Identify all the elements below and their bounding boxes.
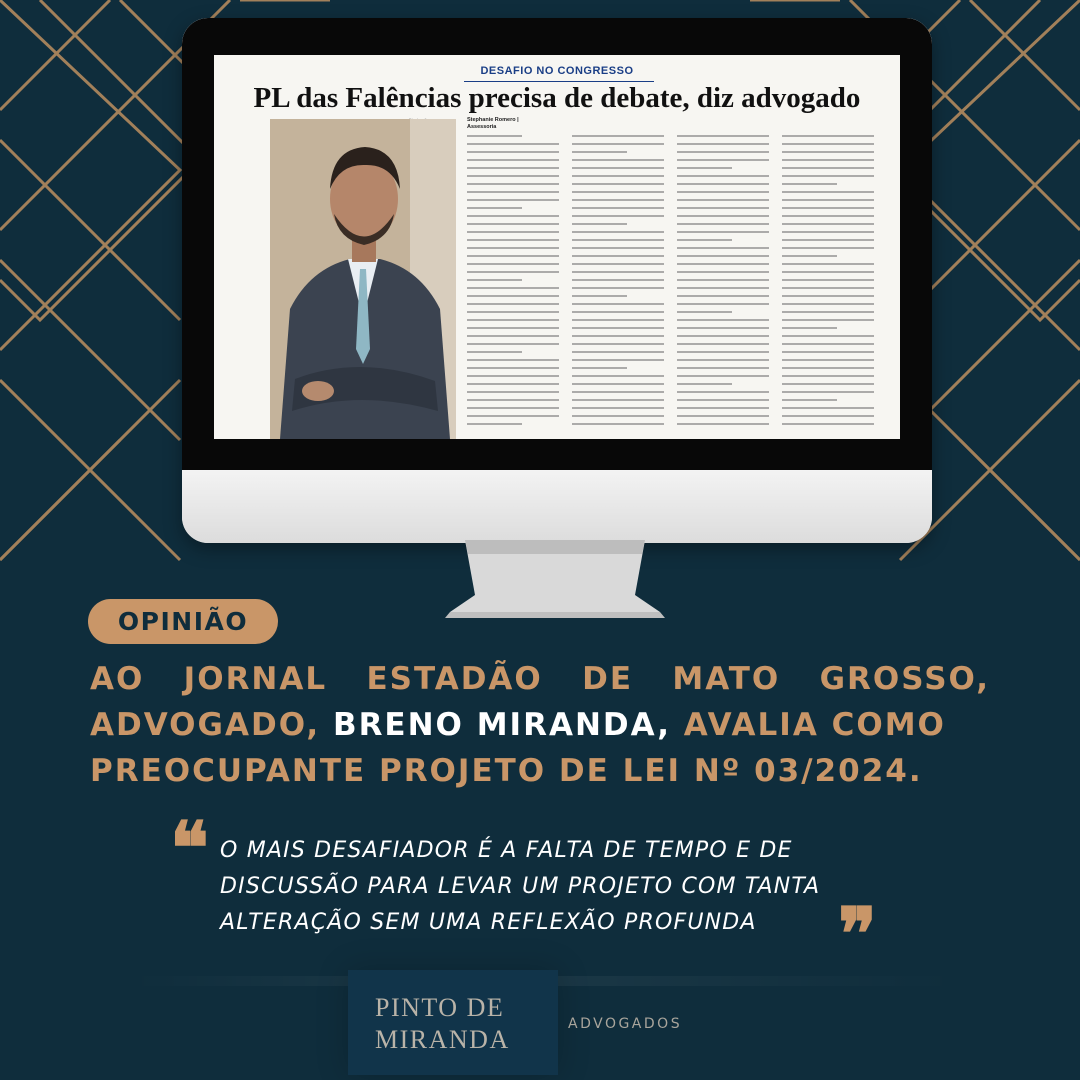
text-line bbox=[782, 167, 874, 169]
text-line bbox=[782, 135, 874, 137]
text-line bbox=[782, 159, 874, 161]
text-line bbox=[677, 215, 769, 217]
text-line bbox=[677, 295, 769, 297]
main-headline bbox=[90, 656, 990, 794]
text-line bbox=[677, 223, 769, 225]
text-line bbox=[782, 287, 874, 289]
text-line bbox=[677, 303, 769, 305]
text-line bbox=[677, 415, 769, 417]
text-line bbox=[677, 183, 769, 185]
text-line bbox=[677, 143, 769, 145]
newspaper-byline: Stephanie Romero | Assessoria bbox=[467, 117, 519, 131]
text-line bbox=[467, 391, 559, 393]
text-line bbox=[572, 415, 664, 417]
text-line bbox=[572, 351, 664, 353]
text-line bbox=[677, 231, 769, 233]
text-line bbox=[467, 263, 559, 265]
text-line bbox=[467, 239, 559, 241]
text-line bbox=[782, 327, 837, 329]
text-line bbox=[677, 255, 769, 257]
close-quote-icon: ❞ bbox=[838, 891, 877, 976]
text-line bbox=[467, 143, 559, 145]
text-column bbox=[782, 135, 877, 439]
text-line bbox=[782, 423, 874, 425]
headline-line-2-suffix: AVALIA COMO bbox=[670, 707, 946, 743]
text-line bbox=[467, 159, 559, 161]
text-line bbox=[572, 375, 664, 377]
text-line bbox=[572, 423, 664, 425]
lawyer-name-highlight: BRENO MIRANDA, bbox=[332, 707, 671, 743]
text-line bbox=[782, 191, 874, 193]
text-line bbox=[572, 151, 627, 153]
text-line bbox=[782, 143, 874, 145]
text-line bbox=[467, 335, 559, 337]
text-line bbox=[467, 343, 559, 345]
text-line bbox=[677, 159, 769, 161]
text-line bbox=[782, 207, 874, 209]
text-line bbox=[677, 287, 769, 289]
text-line bbox=[467, 311, 559, 313]
text-line bbox=[467, 191, 559, 193]
text-column bbox=[467, 135, 562, 439]
headline-line-3: PREOCUPANTE PROJETO DE LEI Nº 03/2024. bbox=[90, 753, 923, 789]
text-line bbox=[782, 351, 874, 353]
text-line bbox=[677, 199, 769, 201]
text-line bbox=[467, 359, 559, 361]
text-line bbox=[467, 255, 559, 257]
headline-line-1: AO JORNAL ESTADÃO DE MATO GROSSO, bbox=[90, 661, 990, 697]
text-line bbox=[677, 247, 769, 249]
text-line bbox=[677, 327, 769, 329]
text-line bbox=[572, 295, 627, 297]
newspaper-body-text bbox=[467, 135, 897, 439]
text-line bbox=[467, 399, 559, 401]
text-line bbox=[677, 151, 769, 153]
text-line bbox=[467, 151, 559, 153]
text-line bbox=[782, 399, 837, 401]
text-line bbox=[782, 247, 874, 249]
text-line bbox=[677, 335, 769, 337]
text-line bbox=[782, 415, 874, 417]
quote-line-3: ALTERAÇÃO SEM UMA REFLEXÃO PROFUNDA bbox=[220, 910, 757, 935]
text-line bbox=[467, 375, 559, 377]
text-line bbox=[572, 343, 664, 345]
text-line bbox=[467, 207, 522, 209]
text-line bbox=[677, 167, 732, 169]
text-line bbox=[467, 271, 559, 273]
text-line bbox=[572, 407, 664, 409]
text-line bbox=[677, 191, 769, 193]
text-line bbox=[782, 359, 874, 361]
text-line bbox=[782, 311, 874, 313]
text-line bbox=[782, 407, 874, 409]
text-line bbox=[467, 319, 559, 321]
text-line bbox=[467, 247, 559, 249]
opinion-badge: OPINIÃO bbox=[88, 599, 278, 644]
text-line bbox=[782, 271, 874, 273]
text-line bbox=[677, 367, 769, 369]
text-line bbox=[572, 311, 664, 313]
text-line bbox=[677, 359, 769, 361]
text-line bbox=[467, 295, 559, 297]
monitor-chin bbox=[182, 470, 932, 543]
text-line bbox=[467, 423, 522, 425]
text-line bbox=[782, 383, 874, 385]
text-line bbox=[467, 215, 559, 217]
open-quote-icon: ❝ bbox=[170, 805, 209, 890]
text-line bbox=[677, 375, 769, 377]
text-line bbox=[572, 135, 664, 137]
text-line bbox=[467, 167, 559, 169]
text-line bbox=[572, 159, 664, 161]
text-line bbox=[467, 135, 522, 137]
newspaper-kicker: DESAFIO NO CONGRESSO bbox=[480, 65, 634, 77]
firm-subtitle: ADVOGADOS bbox=[568, 1016, 683, 1032]
text-line bbox=[572, 223, 627, 225]
text-line bbox=[467, 183, 559, 185]
text-line bbox=[572, 167, 664, 169]
text-line bbox=[677, 271, 769, 273]
text-line bbox=[572, 215, 664, 217]
text-line bbox=[677, 343, 769, 345]
firm-logo-name bbox=[375, 992, 535, 1056]
text-line bbox=[677, 423, 769, 425]
text-line bbox=[467, 175, 559, 177]
text-line bbox=[572, 287, 664, 289]
text-line bbox=[572, 399, 664, 401]
text-line bbox=[782, 303, 874, 305]
text-line bbox=[782, 279, 874, 281]
text-line bbox=[572, 335, 664, 337]
text-line bbox=[572, 367, 627, 369]
text-line bbox=[572, 359, 664, 361]
text-line bbox=[782, 215, 874, 217]
text-line bbox=[467, 383, 559, 385]
text-line bbox=[782, 335, 874, 337]
text-line bbox=[782, 367, 874, 369]
text-line bbox=[467, 351, 522, 353]
firm-name-line-2: MIRANDA bbox=[375, 1025, 510, 1054]
text-line bbox=[782, 199, 874, 201]
text-line bbox=[677, 175, 769, 177]
text-line bbox=[572, 239, 664, 241]
text-line bbox=[572, 263, 664, 265]
text-line bbox=[467, 199, 559, 201]
headline-line-2-prefix: ADVOGADO, bbox=[90, 707, 333, 743]
text-line bbox=[572, 319, 664, 321]
text-line bbox=[782, 263, 874, 265]
text-line bbox=[677, 279, 769, 281]
text-line bbox=[782, 255, 837, 257]
headline-line-2 bbox=[90, 702, 990, 748]
text-line bbox=[572, 199, 664, 201]
text-line bbox=[782, 295, 874, 297]
text-line bbox=[572, 279, 664, 281]
text-column bbox=[572, 135, 667, 439]
lawyer-photo bbox=[270, 119, 456, 439]
text-line bbox=[782, 175, 874, 177]
text-line bbox=[677, 351, 769, 353]
text-line bbox=[467, 231, 559, 233]
text-line bbox=[677, 319, 769, 321]
text-line bbox=[572, 183, 664, 185]
text-line bbox=[782, 151, 874, 153]
newspaper-clipping bbox=[214, 55, 900, 439]
text-line bbox=[467, 415, 559, 417]
text-line bbox=[572, 231, 664, 233]
text-line bbox=[572, 383, 664, 385]
quote-line-2: DISCUSSÃO PARA LEVAR UM PROJETO COM TANTA bbox=[220, 874, 821, 899]
text-line bbox=[572, 191, 664, 193]
text-line bbox=[782, 223, 874, 225]
text-line bbox=[572, 271, 664, 273]
text-line bbox=[572, 255, 664, 257]
text-line bbox=[467, 223, 559, 225]
text-line bbox=[572, 327, 664, 329]
text-line bbox=[677, 239, 732, 241]
text-line bbox=[467, 407, 559, 409]
firm-name-line-1: PINTO DE bbox=[375, 993, 505, 1022]
text-line bbox=[572, 143, 664, 145]
pull-quote bbox=[220, 833, 920, 941]
text-line bbox=[677, 207, 769, 209]
text-column bbox=[677, 135, 772, 439]
newspaper-headline: PL das Falências precisa de debate, diz advogado bbox=[253, 82, 861, 114]
text-line bbox=[467, 279, 522, 281]
text-line bbox=[677, 399, 769, 401]
text-line bbox=[782, 183, 837, 185]
monitor-stand bbox=[420, 540, 690, 630]
text-line bbox=[782, 375, 874, 377]
text-line bbox=[782, 391, 874, 393]
text-line bbox=[467, 287, 559, 289]
text-line bbox=[677, 263, 769, 265]
text-line bbox=[782, 231, 874, 233]
text-line bbox=[677, 135, 769, 137]
text-line bbox=[677, 391, 769, 393]
text-line bbox=[467, 303, 559, 305]
text-line bbox=[572, 303, 664, 305]
quote-line-1: O MAIS DESAFIADOR É A FALTA DE TEMPO E DE bbox=[220, 838, 793, 863]
text-line bbox=[677, 383, 732, 385]
text-line bbox=[572, 175, 664, 177]
text-line bbox=[572, 391, 664, 393]
text-line bbox=[467, 367, 559, 369]
text-line bbox=[572, 247, 664, 249]
text-line bbox=[782, 239, 874, 241]
text-line bbox=[677, 407, 769, 409]
text-line bbox=[782, 319, 874, 321]
text-line bbox=[572, 207, 664, 209]
text-line bbox=[467, 327, 559, 329]
text-line bbox=[677, 311, 732, 313]
text-line bbox=[782, 343, 874, 345]
